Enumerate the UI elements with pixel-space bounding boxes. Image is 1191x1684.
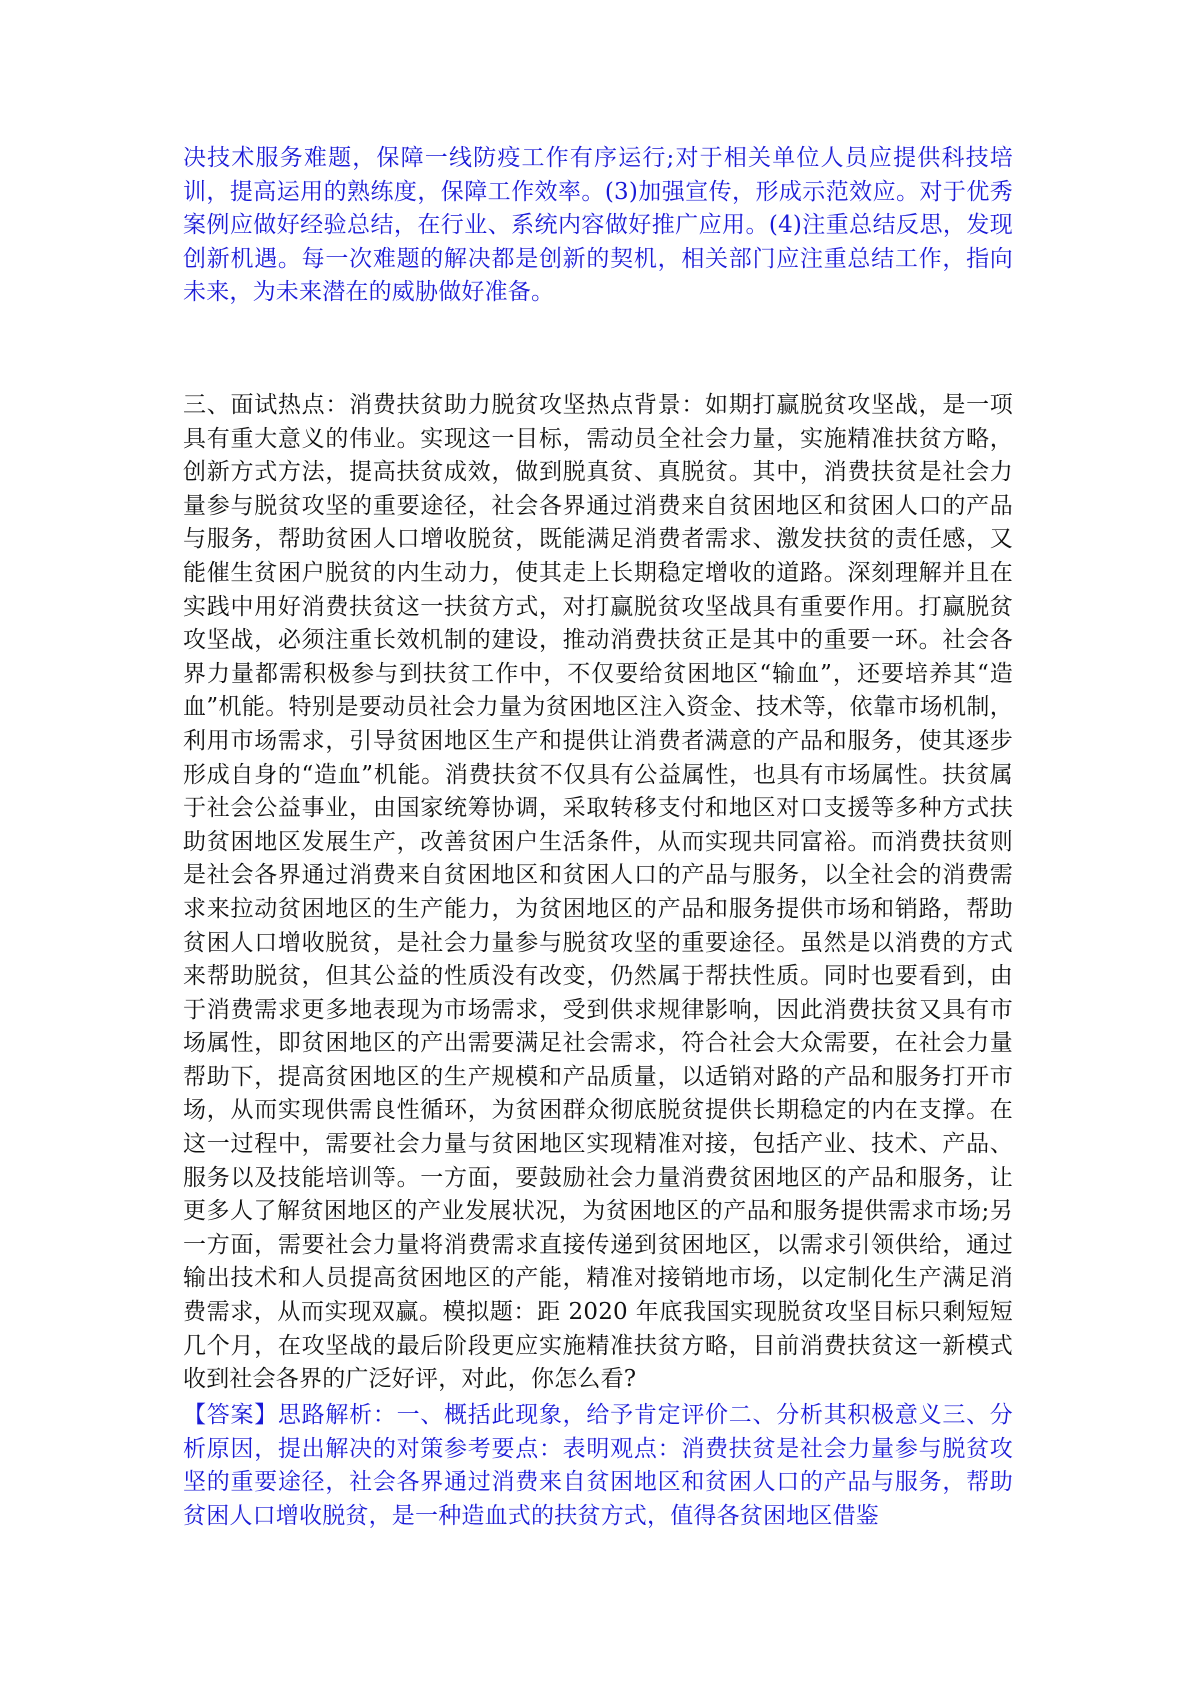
answer-continuation-paragraph: 决技术服务难题，保障一线防疫工作有序运行;对于相关单位人员应提供科技培训，提高运用的熟练度，保障工作效率。(3)加强宣传，形成示范效应。对于优秀案例应做好经验总结，在行业、系统内容做好推广应用。(4)注重总结反思，发现创新机遇。每一次难题的解决都是创新的契机，相关部门应注重总结工作，指向未来，为未来潜在的威胁做好准备。 — [183, 145, 1013, 306]
answer-paragraph: 【答案】思路解析：一、概括此现象，给予肯定评价二、分析其积极意义三、分析原因，提出解决的对策参考要点：表明观点：消费扶贫是社会力量参与脱贫攻坚的重要途径，社会各界通过消费来自贫困地区和贫困人口的产品与服务，帮助贫困人口增收脱贫，是一种造血式的扶贫方式，值得各贫困地区借鉴 — [183, 1402, 1013, 1529]
interview-topic-paragraph: 三、面试热点：消费扶贫助力脱贫攻坚热点背景：如期打赢脱贫攻坚战，是一项具有重大意义的伟业。实现这一目标，需动员全社会力量，实施精准扶贫方略，创新方式方法，提高扶贫成效，做到脱真贫、真脱贫。其中，消费扶贫是社会力量参与脱贫攻坚的重要途径，社会各界通过消费来自贫困地区和贫困人口的产品与服务，帮助贫困人口增收脱贫，既能满足消费者需求、激发扶贫的责任感，又能催生贫困户脱贫的内生动力，使其走上长期稳定增收的道路。深刻理解并且在实践中用好消费扶贫这一扶贫方式，对打赢脱贫攻坚战具有重要作用。打赢脱贫攻坚战，必须注重长效机制的建设，推动消费扶贫正是其中的重要一环。社会各界力量都需积极参与到扶贫工作中，不仅要给贫困地区“输血”，还要培养其“造血”机能。特别是要动员社会力量为贫困地区注入资金、技术等，依靠市场机制，利用市场需求，引导贫困地区生产和提供让消费者满意的产品和服务，使其逐步形成自身的“造血”机能。消费扶贫不仅具有公益属性，也具有市场属性。扶贫属于社会公益事业，由国家统筹协调，采取转移支付和地区对口支援等多种方式扶助贫困地区发展生产，改善贫困户生活条件，从而实现共同富裕。而消费扶贫则是社会各界通过消费来自贫困地区和贫困人口的产品与服务，以全社会的消费需求来拉动贫困地区的生产能力，为贫困地区的产品和服务提供市场和销路，帮助贫困人口增收脱贫，是社会力量参与脱贫攻坚的重要途径。虽然是以消费的方式来帮助脱贫，但其公益的性质没有改变，仍然属于帮扶性质。同时也要看到，由于消费需求更多地表现为市场需求，受到供求规律影响，因此消费扶贫又具有市场属性，即贫困地区的产出需要满足社会需求，符合社会大众需要，在社会力量帮助下，提高贫困地区的生产规模和产品质量，以适销对路的产品和服务打开市场，从而实现供需良性循环，为贫困群众彻底脱贫提供长期稳定的内在支撑。在这一过程中，需要社会力量与贫困地区实现精准对接，包括产业、技术、产品、服务以及技能培训等。一方面，要鼓励社会力量消费贫困地区的产品和服务，让更多人了解贫困地区的产业发展状况，为贫困地区的产品和服务提供需求市场;另一方面，需要社会力量将消费需求直接传递到贫困地区，以需求引领供给，通过输出技术和人员提高贫困地区的产能，精准对接销地市场，以定制化生产满足消费需求，从而实现双赢。模拟题：距 2020 年底我国实现脱贫攻坚目标只剩短短几个月，在攻坚战的最后阶段更应实施精准扶贫方略，目前消费扶贫这一新模式收到社会各界的广泛好评，对此，你怎么看? — [183, 392, 1013, 1393]
